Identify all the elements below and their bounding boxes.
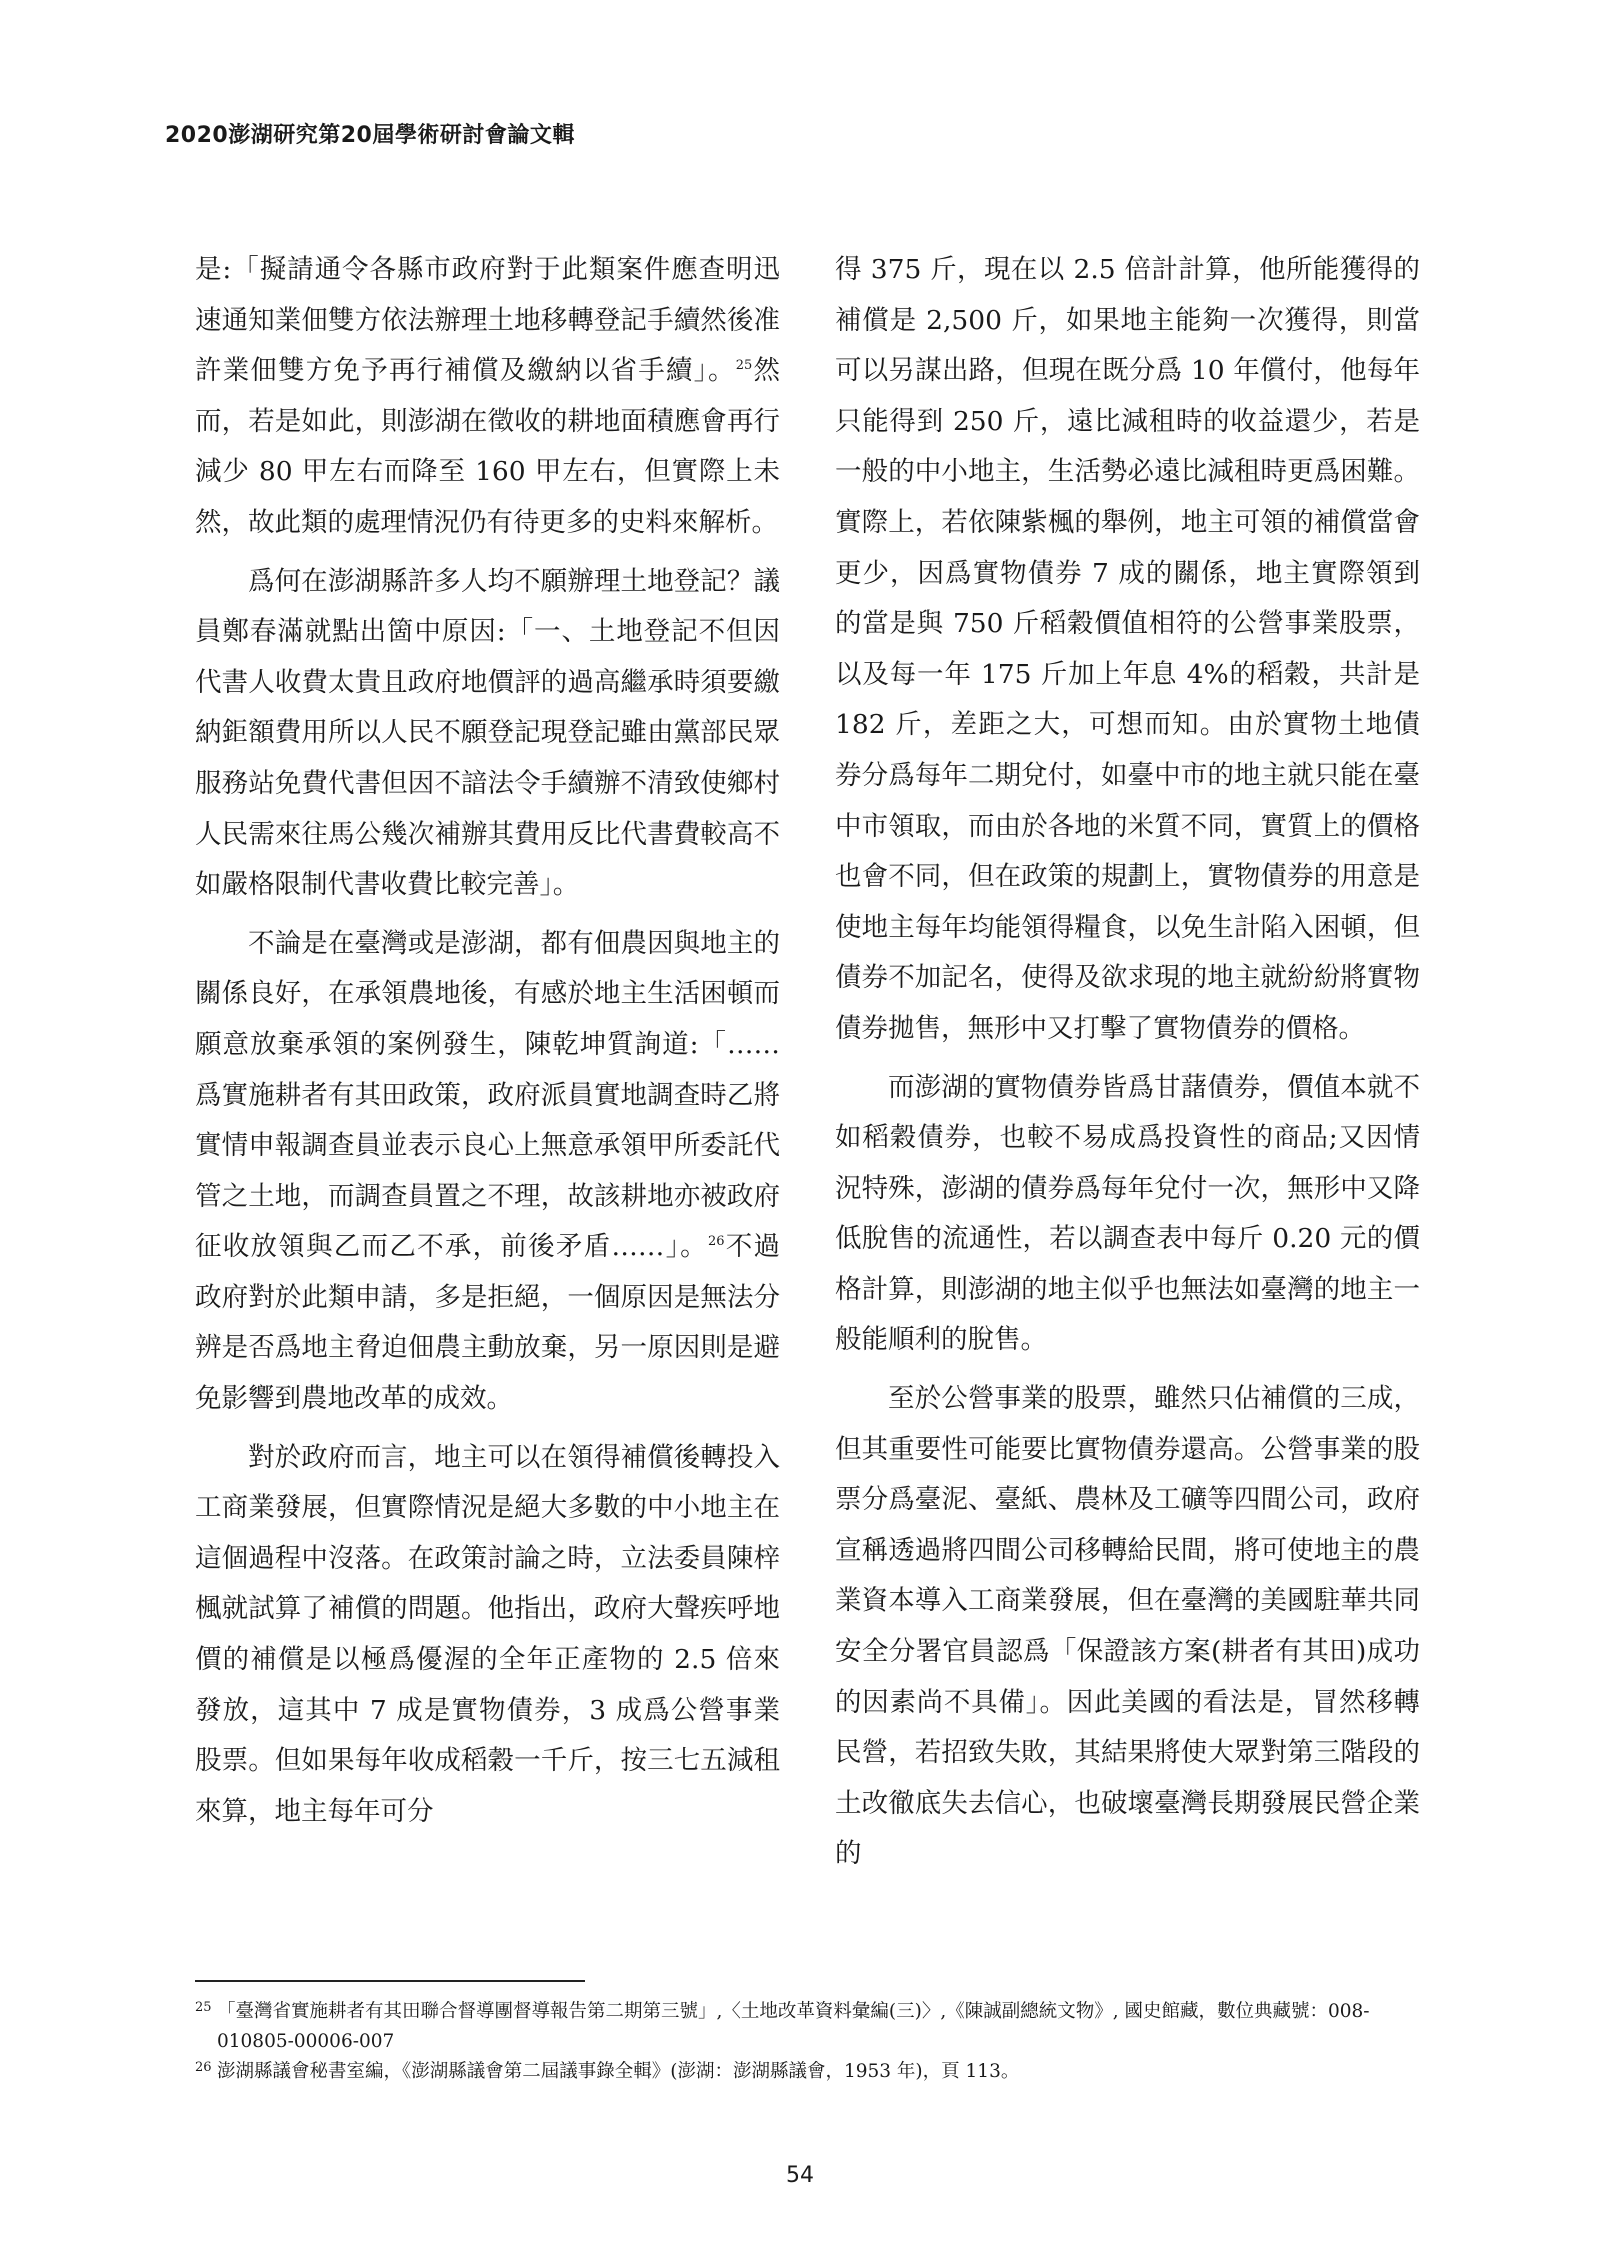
paragraph-text: 不論是在臺灣或是澎湖，都有佃農因與地主的關係良好，在承領農地後，有感於地主生活困頓而願意放棄承領的案例發生，陳乾坤質詢道:「……爲實施耕者有其田政策，政府派員實地調查時乙將實情申報調查員並表示良心上無意承領甲所委託代管之土地，而調查員置之不理，故該耕地亦被政府征收放領與乙而乙不承，前後矛盾……」。	[195, 927, 780, 1263]
paragraph: 至於公營事業的股票，雖然只佔補償的三成，但其重要性可能要比實物債券還高。公營事業的股票分爲臺泥、臺紙、農林及工礦等四間公司，政府宣稱透過將四間公司移轉給民間，將可使地主的農業資本導入工商業發展，但在臺灣的美國駐華共同安全分署官員認爲「保證該方案(耕者有其田)成功的因素尚不具備」。因此美國的看法是，冒然移轉民營，若招致失敗，其結果將使大眾對第三階段的土改徹底失去信心，也破壞臺灣長期發展民營企業的	[835, 1383, 1420, 1870]
paragraph-text: 是:「擬請通令各縣市政府對于此類案件應查明迅速通知業佃雙方依法辦理土地移轉登記手續然後准許業佃雙方免予再行補償及繳納以省手續」。	[195, 254, 780, 387]
paragraph	[195, 245, 780, 549]
left-column	[195, 245, 780, 1837]
footnote-text: 「臺灣省實施耕者有其田聯合督導團督導報告第二期第三號」,〈土地改革資料彙編(三)〉,《陳誠副總統文物》, 國史館藏，數位典藏號：008-010805-00006-007	[217, 2001, 1370, 2052]
paragraph: 爲何在澎湖縣許多人均不願辦理土地登記？議員鄭春滿就點出箇中原因:「一、土地登記不但因代書人收費太貴且政府地價評的過高繼承時須要繳納鉅額費用所以人民不願登記現登記雖由黨部民眾服務站免費代書但因不諳法令手續辦不清致使鄉村人民需來往馬公幾次補辦其費用反比代書費較高不如嚴格限制代書收費比較完善」。	[195, 565, 780, 901]
footnote-ref: 26	[707, 1234, 725, 1250]
footnote-divider	[195, 1980, 585, 1982]
footnote-text: 澎湖縣議會秘書室編，《澎湖縣議會第二屆議事錄全輯》(澎湖：澎湖縣議會，1953 年)，頁 113。	[217, 2061, 1020, 2082]
footnote-number: 25	[195, 2000, 212, 2015]
footnote-number: 26	[195, 2060, 212, 2075]
running-header: 2020澎湖研究第20屆學術研討會論文輯	[165, 123, 575, 148]
footnote	[195, 2057, 1435, 2087]
footnotes	[195, 1997, 1435, 2087]
paragraph: 得 375 斤，現在以 2.5 倍計計算，他所能獲得的補償是 2,500 斤，如果地主能夠一次獲得，則當可以另謀出路，但現在既分爲 10 年償付，他每年只能得到 250 斤，遠比減租時的收益還少，若是一般的中小地主，生活勢必遠比減租時更爲困難。實際上，若依陳紫楓的舉例，地主可領的補償當會更少，因爲實物債券 7 成的關係，地主實際領到的當是與 750 斤稻穀價值相符的公營事業股票，以及每一年 175 斤加上年息 4%的稻穀，共計是 182 斤，差距之大，可想而知。由於實物土地債券分爲每年二期兌付，如臺中市的地主就只能在臺中市領取，而由於各地的米質不同，實質上的價格也會不同，但在政策的規劃上，實物債券的用意是使地主每年均能領得糧食，以免生計陷入困頓，但債券不加記名，使得及欲求現的地主就紛紛將實物債券拋售，無形中又打擊了實物債券的價格。	[835, 254, 1420, 1044]
paragraph-text: 然而，若是如此，則澎湖在徵收的耕地面積應會再行減少 80 甲左右而降至 160 甲左右，但實際上未然，故此類的處理情況仍有待更多的史料來解析。	[195, 355, 781, 538]
paragraph	[195, 919, 780, 1425]
footnote-ref: 25	[735, 358, 753, 374]
paragraph-text: 不過政府對於此類申請，多是拒絕，一個原因是無法分辨是否爲地主脅迫佃農主動放棄，另一原因則是避免影響到農地改革的成效。	[195, 1231, 781, 1415]
right-column	[835, 245, 1420, 1880]
footnote	[195, 1997, 1435, 2057]
page-number: 54	[786, 2163, 814, 2188]
paragraph: 而澎湖的實物債券皆爲甘藷債券，價值本就不如稻穀債券，也較不易成爲投資性的商品;又因情況特殊，澎湖的債券爲每年兌付一次，無形中又降低脫售的流通性，若以調查表中每斤 0.20 元的價格計算，則澎湖的地主似乎也無法如臺灣的地主一般能順利的脫售。	[835, 1071, 1420, 1356]
paragraph: 對於政府而言，地主可以在領得補償後轉投入工商業發展，但實際情況是絕大多數的中小地主在這個過程中沒落。在政策討論之時，立法委員陳梓楓就試算了補償的問題。他指出，政府大聲疾呼地價的補償是以極爲優渥的全年正產物的 2.5 倍來發放，這其中 7 成是實物債券，3 成爲公營事業股票。但如果每年收成稻穀一千斤，按三七五減租來算，地主每年可分	[195, 1441, 780, 1827]
